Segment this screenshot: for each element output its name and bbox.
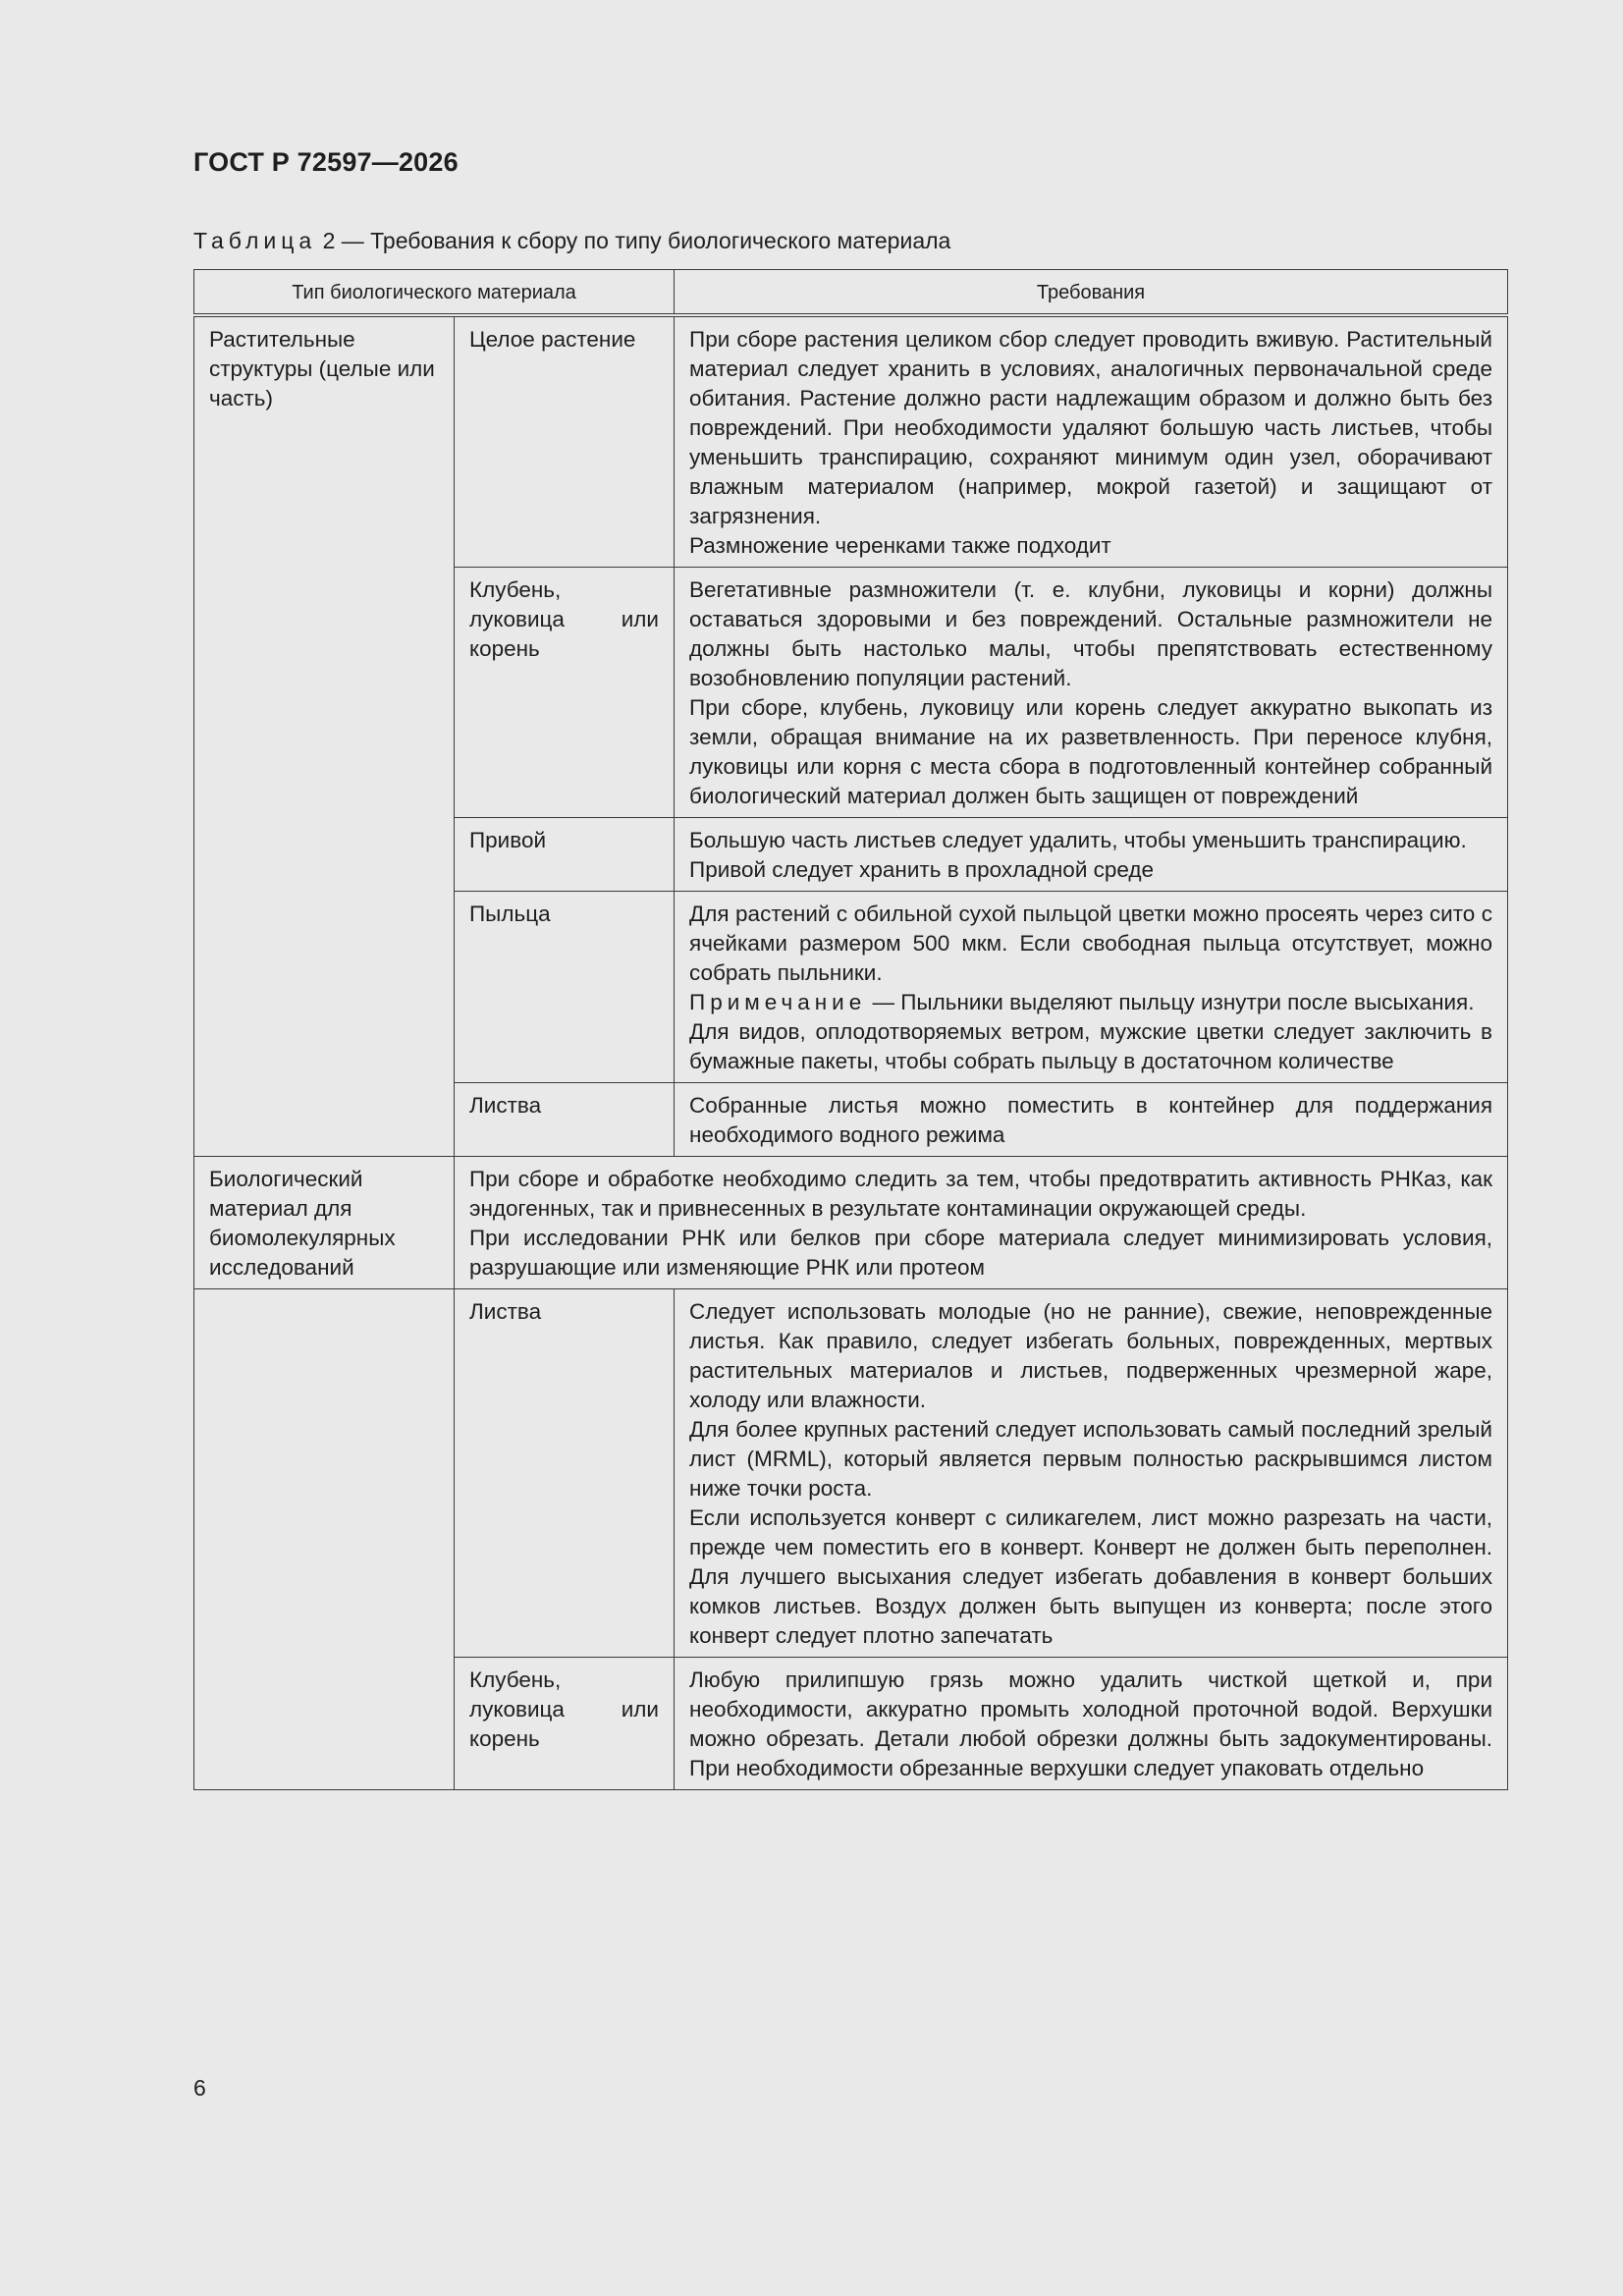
- requirement-paragraph: Для более крупных растений следует использовать самый последний зрелый лист (MRML), который является первым полностью раскрывшимся листом ниже точки роста.: [689, 1417, 1493, 1501]
- material-type-cell: Листва: [455, 1289, 675, 1658]
- material-type-cell: Пыльца: [455, 892, 675, 1083]
- header-requirements: Требования: [675, 270, 1508, 316]
- requirement-paragraph: Большую часть листьев следует удалить, чтобы уменьшить транспирацию.: [689, 828, 1467, 852]
- table-row: [194, 315, 1508, 568]
- header-material-type: Тип биологического материала: [194, 270, 675, 316]
- requirements-cell: [675, 1658, 1508, 1790]
- requirements-cell: [675, 818, 1508, 892]
- requirements-cell: [675, 568, 1508, 818]
- table-caption-text: 2 — Требования к сбору по типу биологического материала: [316, 228, 951, 253]
- note-word: Примечание: [689, 990, 867, 1014]
- requirements-cell: [455, 1157, 1508, 1289]
- requirement-paragraph: При сборе и обработке необходимо следить за тем, чтобы предотвратить активность РНКаз, как эндогенных, так и привнесенных в результате контаминации окружающей среды.: [469, 1167, 1493, 1221]
- requirement-paragraph: Следует использовать молодые (но не ранние), свежие, неповрежденные листья. Как правило, следует избегать больных, поврежденных, мертвых растительных материалов и листьев, подверженных чрезмерной жаре, холоду или влажности.: [689, 1299, 1493, 1412]
- group-label-empty: [194, 1289, 455, 1790]
- requirements-cell: [675, 892, 1508, 1083]
- group-label-biomolecular: Биологический материал для биомолекулярных исследований: [194, 1157, 455, 1289]
- requirements-cell: [675, 1289, 1508, 1658]
- table-header-row: [194, 270, 1508, 316]
- note-paragraph: [689, 988, 1492, 1017]
- requirement-paragraph: Любую прилипшую грязь можно удалить чисткой щеткой и, при необходимости, аккуратно промыть холодной проточной водой. Верхушки можно обрезать. Детали любой обрезки должны быть задокументированы. При необходимости обрезанные верхушки следует упаковать отдельно: [689, 1667, 1493, 1780]
- requirement-paragraph: При сборе растения целиком сбор следует проводить вживую. Растительный материал следует хранить в условиях, аналогичных первоначальной среде обитания. Растение должно расти надлежащим образом и должно быть без повреждений. При необходимости удаляют большую часть листьев, чтобы уменьшить транспирацию, сохраняют минимум один узел, оборачивают влажным материалом (например, мокрой газетой) и защищают от загрязнения.: [689, 327, 1493, 528]
- material-type-cell: Клубень, луковица или корень: [455, 568, 675, 818]
- requirement-paragraph: При сборе, клубень, луковицу или корень следует аккуратно выкопать из земли, обращая внимание на их разветвленность. При переносе клубня, луковицы или корня с места сбора в подготовленный контейнер собранный биологический материал должен быть защищен от повреждений: [689, 695, 1493, 808]
- requirement-paragraph: Если используется конверт с силикагелем, лист можно разрезать на части, прежде чем поместить его в конверт. Конверт не должен быть переполнен. Для лучшего высыхания следует избегать добавления в конверт больших комков листьев. Воздух должен быть выпущен из конверта; после этого конверт следует плотно запечатать: [689, 1505, 1493, 1648]
- material-type-cell: Листва: [455, 1083, 675, 1157]
- material-type-cell: Целое растение: [455, 315, 675, 568]
- note-text: — Пыльники выделяют пыльцу изнутри после высыхания.: [866, 990, 1475, 1014]
- requirement-paragraph: Вегетативные размножители (т. е. клубни, луковицы и корни) должны оставаться здоровыми и без повреждений. Остальные размножители не должны быть настолько малы, чтобы препятствовать естественному возобновлению популяции растений.: [689, 577, 1493, 690]
- table-caption-word: Таблица: [193, 228, 317, 253]
- table-caption: [193, 228, 950, 254]
- requirement-paragraph: Собранные листья можно поместить в контейнер для поддержания необходимого водного режима: [689, 1093, 1493, 1147]
- document-id: ГОСТ Р 72597—2026: [193, 147, 459, 177]
- requirement-paragraph: Привой следует хранить в прохладной среде: [689, 857, 1155, 882]
- requirements-table: [193, 269, 1508, 1790]
- requirements-cell: [675, 315, 1508, 568]
- table-row: [194, 1289, 1508, 1658]
- material-type-cell: Привой: [455, 818, 675, 892]
- requirements-cell: [675, 1083, 1508, 1157]
- table-row: [194, 1157, 1508, 1289]
- requirement-paragraph: При исследовании РНК или белков при сборе материала следует минимизировать условия, разрушающие или изменяющие РНК или протеом: [469, 1226, 1493, 1280]
- material-type-cell: Клубень, луковица или корень: [455, 1658, 675, 1790]
- requirement-paragraph: Для видов, оплодотворяемых ветром, мужские цветки следует заключить в бумажные пакеты, чтобы собрать пыльцу в достаточном количестве: [689, 1019, 1493, 1073]
- group-label-plant-structures: Растительные структуры (целые или часть): [194, 315, 455, 1157]
- page-number: 6: [193, 2075, 206, 2101]
- requirement-paragraph: Размножение черенками также подходит: [689, 533, 1111, 558]
- requirement-paragraph: Для растений с обильной сухой пыльцой цветки можно просеять через сито с ячейками размером 500 мкм. Если свободная пыльца отсутствует, можно собрать пыльники.: [689, 902, 1493, 985]
